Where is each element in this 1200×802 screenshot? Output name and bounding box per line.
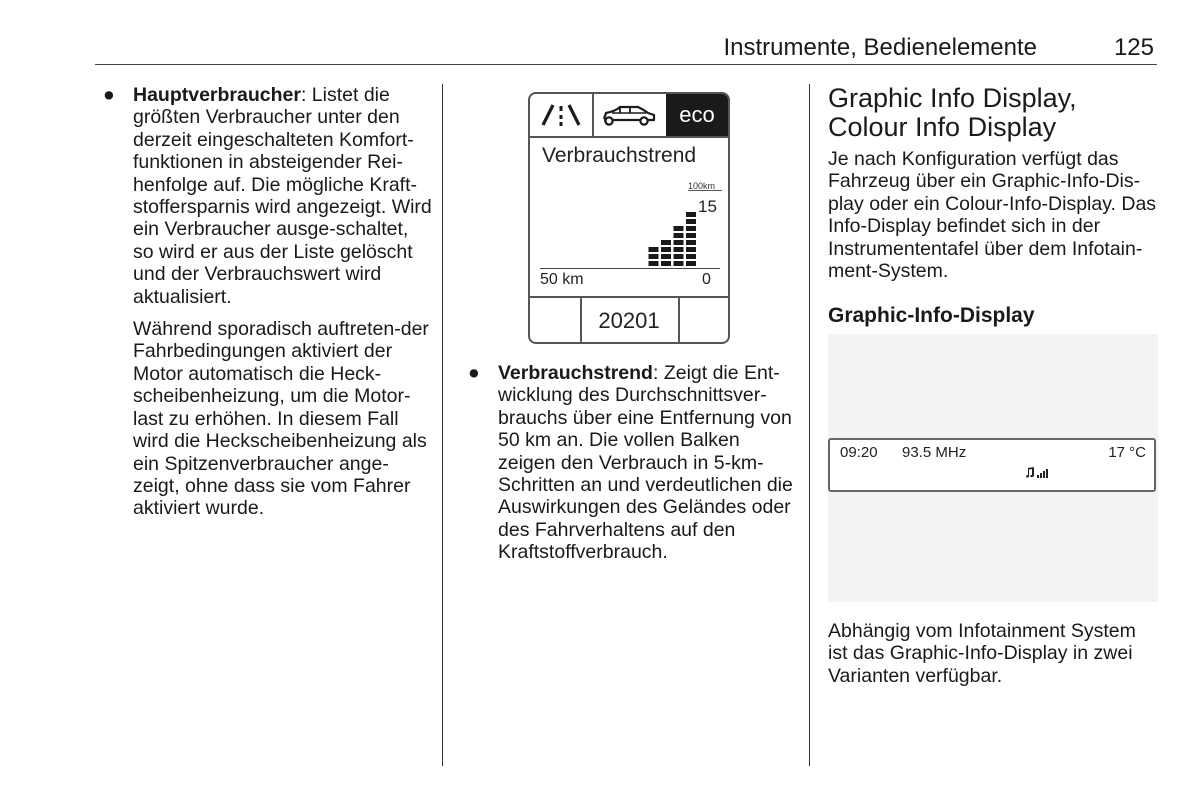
column-divider — [442, 84, 443, 766]
display-time: 09:20 — [840, 444, 878, 461]
bottom-cell-right — [678, 298, 728, 344]
scale-value: 15 — [698, 197, 717, 216]
trend-bar-segment — [686, 219, 696, 224]
paragraph-heckscheibe: Während sporadisch auftreten-der Fahrbedingungen aktiviert der Motor automatisch die Heck-scheibenheizung, um die Motor-last zu erhöhen. In diesem Fall wird die Heckscheibenheizung als ein Spitzenverbraucher ange-zeigt, ohne dass sie vom Fahrer aktiviert wurde. — [133, 318, 429, 520]
header-rule — [95, 64, 1157, 65]
tab-eco: eco — [666, 94, 728, 136]
after-paragraph: Abhängig vom Infotainment System ist das Graphic-Info-Display in zwei Varianten verfügbar. — [828, 620, 1136, 687]
section-title: Instrumente, Bedienelemente — [723, 34, 1037, 61]
subsection-heading: Graphic-Info-Display — [828, 304, 1035, 328]
display-bottom-row — [530, 296, 728, 344]
consumption-trend-display — [528, 92, 730, 344]
trend-bar-segment — [674, 247, 684, 252]
trend-bar-segment — [686, 233, 696, 238]
graphic-info-display-figure — [828, 334, 1158, 602]
music-note-icon — [1026, 467, 1034, 478]
bullet-term: Hauptverbraucher — [133, 84, 301, 106]
bullet-term: Verbrauchstrend — [498, 362, 653, 384]
axis-left-label: 50 km — [540, 271, 584, 288]
trend-bar-segment — [674, 226, 684, 231]
page-number: 125 — [1113, 34, 1154, 61]
axis-right-label: 0 — [702, 271, 711, 288]
trend-bar-segment — [686, 226, 696, 231]
axis-baseline — [540, 268, 720, 269]
intro-paragraph: Je nach Konfiguration verfügt das Fahrzeug über ein Graphic-Info-Dis-play oder ein Colour-Info-Display. Das Info-Display befindet sich in der Instrumententafel über dem Infotain-ment-System. — [828, 148, 1157, 283]
trend-bar-segment — [686, 261, 696, 266]
bullet-dot: ● — [103, 84, 115, 106]
trend-bar-segment — [661, 247, 671, 252]
graphic-info-display — [828, 438, 1156, 492]
unit-label: 100km — [688, 181, 716, 191]
bullet-dot: ● — [468, 362, 480, 384]
bottom-cell-left — [530, 298, 582, 344]
trend-bar-segment — [674, 254, 684, 259]
trend-bar-segment — [649, 247, 659, 252]
trend-bar-segment — [661, 254, 671, 259]
bullet-item — [468, 362, 798, 564]
odometer-value: 20201 — [580, 298, 680, 344]
column-3 — [828, 83, 1158, 687]
trend-bar-segment — [686, 247, 696, 252]
trend-bar-segment — [649, 261, 659, 266]
music-signal-icons — [1024, 465, 1054, 479]
column-1 — [103, 84, 433, 520]
trend-bar-segment — [661, 240, 671, 245]
display-temperature: 17 °C — [1108, 444, 1146, 461]
bullet-text: : Listet die größten Verbraucher unter den derzeit eingeschalteten Komfort-funktionen in absteigender Rei-henfolge auf. Die mögliche Kraft-stoffersparnis wird angezeigt. Wird ein Verbraucher ausge-schaltet, so wird er aus der Liste gelöscht und der Verbrauchswert wird aktualisiert. — [133, 84, 432, 308]
trend-bar-segment — [686, 212, 696, 217]
column-divider — [809, 84, 810, 766]
trend-bar-segment — [686, 254, 696, 259]
trend-bar-segment — [649, 254, 659, 259]
trend-bar-segment — [686, 240, 696, 245]
display-frequency: 93.5 MHz — [902, 444, 967, 461]
trend-bar-segment — [674, 233, 684, 238]
bullet-text: : Zeigt die Ent-wicklung des Durchschnittsver-brauchs über eine Entfernung von 50 km an. Die vollen Balken zeigen den Verbrauch in 5-km-Schritten an und verdeutlichen die Auswirkungen des Geländes oder des Fahrverhaltens auf den Kraftstoffverbrauch. — [498, 362, 793, 564]
trend-bar-segment — [661, 261, 671, 266]
bullet-verbrauchstrend — [468, 362, 798, 564]
trend-bar-segment — [674, 261, 684, 266]
trend-bar-segment — [674, 240, 684, 245]
display-title: Verbrauchstrend — [542, 144, 697, 167]
page-header — [95, 28, 1157, 62]
bullet-hauptverbraucher — [103, 84, 433, 308]
section-heading: Graphic Info Display, Colour Info Display — [828, 83, 1077, 142]
signal-strength-icon — [1037, 469, 1048, 478]
